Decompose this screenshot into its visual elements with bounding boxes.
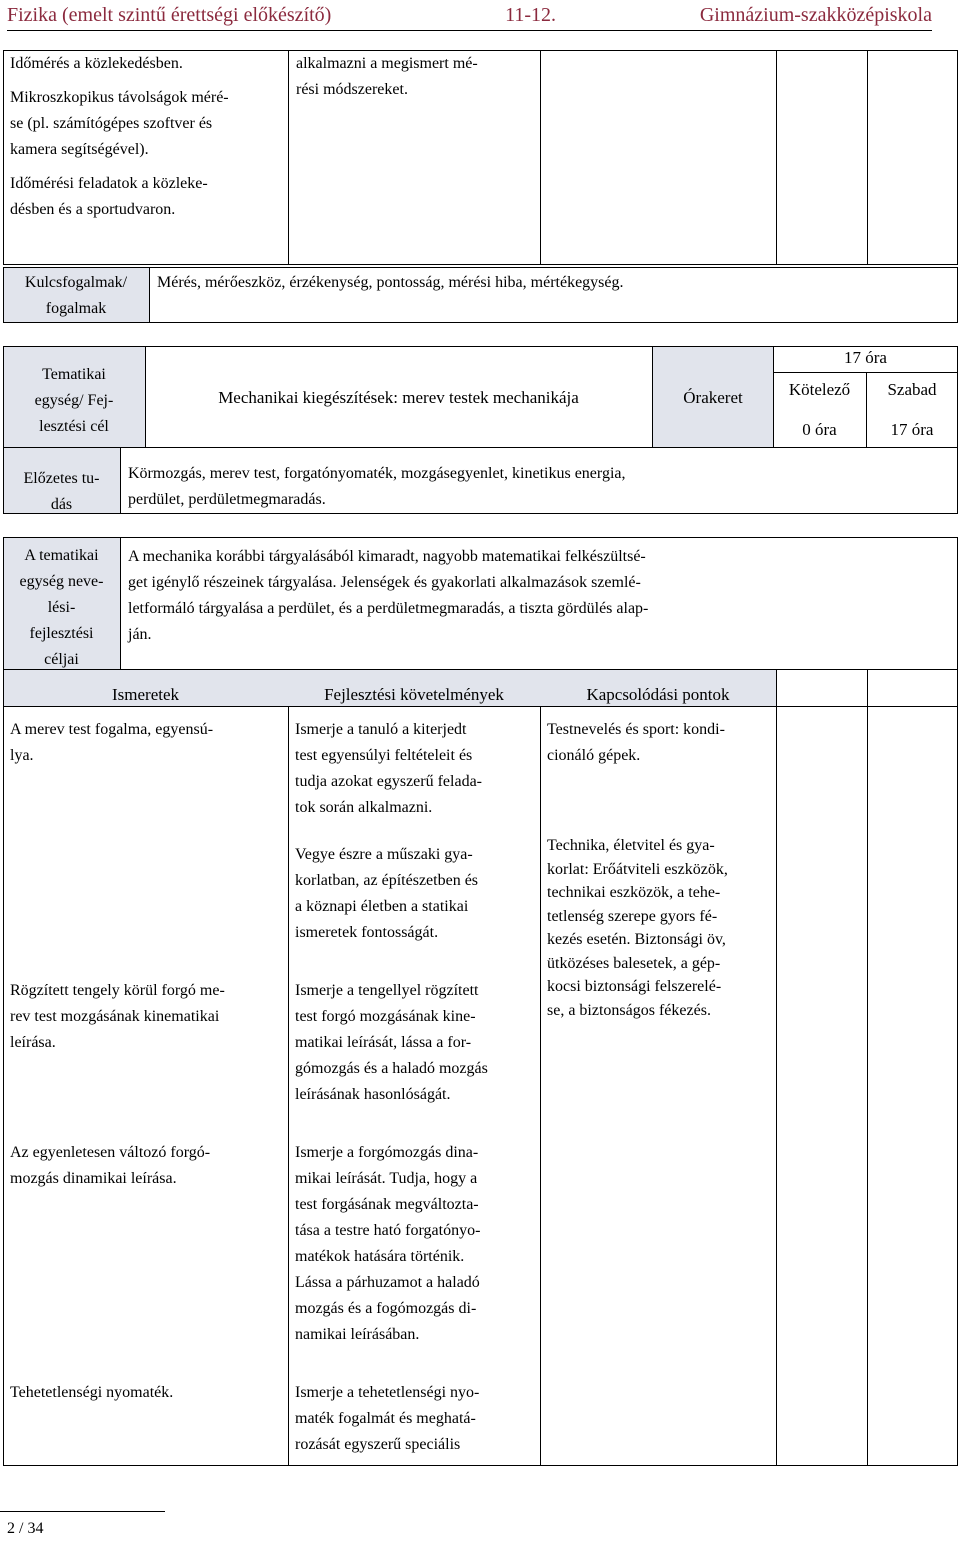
szabad-label: Szabad (887, 380, 937, 399)
orakeret-label: Órakeret (683, 388, 743, 407)
kulcs-content: Mérés, mérőeszköz, érzékenység, pontosság, mérési hiba, mértékegység. (157, 274, 624, 291)
kotelezo-hours: 0 óra (802, 420, 837, 439)
kulcs-label: Kulcsfogalmak/ fogalmak (24, 274, 128, 317)
header-kovetelmenyek: Fejlesztési követelmények (324, 685, 504, 704)
ismeret-2: Rögzített tengely körül forgó me- rev test mozgásának kinematikai leírása. (10, 982, 225, 1051)
page-number: 2 / 34 (7, 1520, 44, 1537)
elozetes-label: Előzetes tu- dás (23, 470, 100, 513)
kovetelmeny-1: Ismerje a tanuló a kiterjedt test egyensúlyi feltételeit és tudja azokat egyszerű felada- tok során alkalmazni. (295, 721, 483, 816)
unit-title: Mechanikai kiegészítések: merev testek mechanikája (218, 388, 579, 407)
szabad-hours: 17 óra (890, 420, 934, 439)
header-title: Fizika (emelt szintű érettségi előkészítő) (7, 4, 332, 26)
kapcsolodas-1: Testnevelés és sport: kondi- cionáló gépek. (547, 721, 725, 764)
top-col2-text: alkalmazni a megismert mé- rési módszereket. (296, 55, 478, 98)
unit-label: Tematikai egység/ Fej- lesztési cél (34, 366, 114, 435)
header-kapcsolodas: Kapcsolódási pontok (586, 685, 730, 704)
page-header (7, 0, 932, 31)
kotelezo-label: Kötelező (788, 380, 851, 399)
ismeret-3: Az egyenletesen változó forgó- mozgás dinamikai leírása. (10, 1144, 211, 1187)
kovetelmeny-2: Vegye észre a műszaki gya- korlatban, az építészetben és a köznapi életben a statikai ismeretek fontosságát. (295, 846, 479, 941)
header-school: Gimnázium-szakközépiskola (699, 4, 932, 26)
celok-content: A mechanika korábbi tárgyalásából kimaradt, nagyobb matematikai felkészültsé- get igénylő részeinek tárgyalása. Jelenségek és gyakorlati alkalmazások szemlé- letformáló tárgyalása a perdület, és a perdületmegmaradás, a tiszta gördülés alap- ján. (128, 548, 649, 643)
kovetelmeny-4: Ismerje a forgómozgás dina- mikai leírását. Tudja, hogy a test forgásának megváltozta- tása a testre ható forgatónyo- matékok hatására történik. Lássa a párhuzamot a haladó mozgás és a fogómozgás di- namikai leírásában. (295, 1144, 481, 1343)
kovetelmeny-5: Ismerje a tehetetlenségi nyo- maték fogalmát és meghatá- rozását egyszerű speciális (295, 1384, 480, 1453)
top-col1-text: Időmérés a közlekedésben. Mikroszkopikus távolságok méré- se (pl. számítógépes szoftver és kamera segítségével). Időmérési feladatok a közleke- désben és a sportudvaron. (10, 55, 229, 218)
elozetes-content: Körmozgás, merev test, forgatónyomaték, mozgásegyenlet, kinetikus energia, perdület, perdületmegmaradás. (128, 465, 626, 508)
kapcsolodas-2: Technika, életvitel és gya- korlat: Erőátviteli eszközök, technikai eszközök, a tehe- tetlenség szerepe gyors fé- kezés esetén. Biztonsági öv, ütközéses balesetek, a gép- kocsi biztonsági felszerelé- se, a biztonságos fékezés. (547, 837, 728, 1019)
kovetelmeny-3: Ismerje a tengellyel rögzített test forgó mozgásának kine- matikai leírását, lássa a for- gómozgás és a haladó mozgás leírásának hasonlóságát. (295, 982, 488, 1103)
ismeret-4: Tehetetlenségi nyomaték. (10, 1384, 174, 1401)
footer-rule (0, 1511, 165, 1512)
header-ismeretek: Ismeretek (111, 685, 180, 704)
ismeret-1: A merev test fogalma, egyensú- lya. (10, 721, 214, 764)
total-hours: 17 óra (844, 348, 887, 367)
celok-label: A tematikai egység neve- lési- fejlesztési céljai (19, 547, 104, 668)
header-grade: 11-12. (505, 4, 557, 26)
